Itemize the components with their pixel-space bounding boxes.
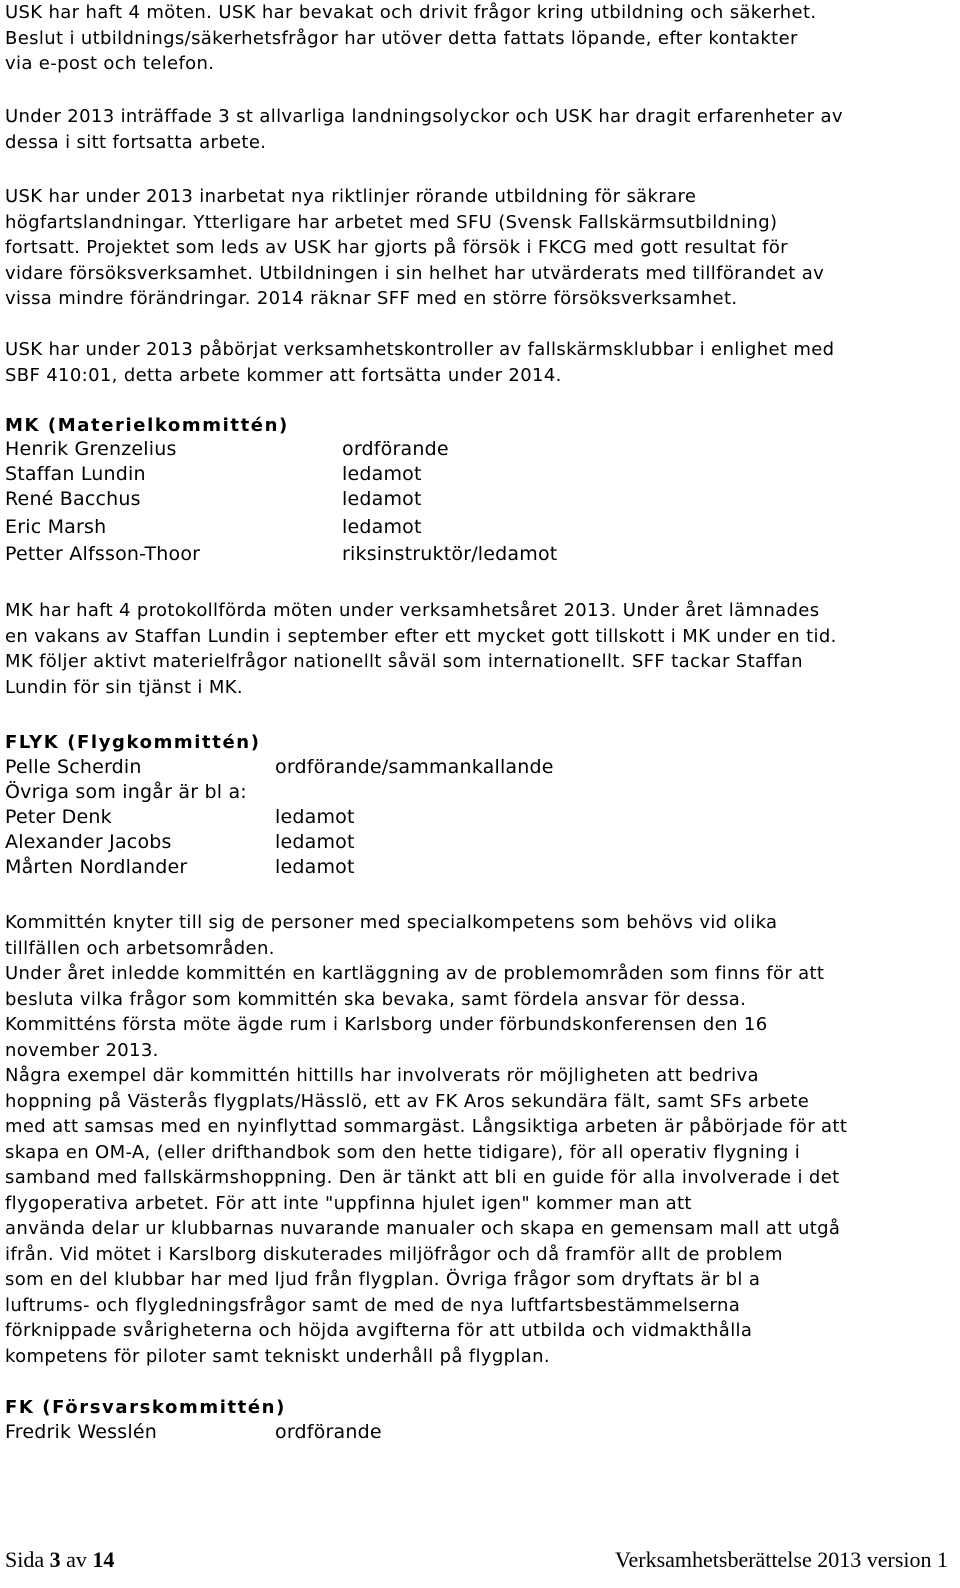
flyk-paragraph: Kommittén knyter till sig de personer med specialkompetens som behövs vid olika tillfällen och arbetsområden. Under året inledde kommittén en kartläggning av de problemområden som finns för att besluta vilka frågor som kommittén ska bevaka, samt fördela ansvar för dessa. Kommitténs första möte ägde rum i Karlsborg under förbundskonferensen den 16 november 2013. Några exempel där kommittén hittills har involverats rör möjligheten att bedriva hoppning på Västerås flygplats/Hässlö, ett av FK Aros sekundära fält, samt SFs arbete med att samsas med en nyinflyttad sommargäst. Långsiktiga arbeten är påbörjade för att skapa en OM-A, (eller drifthandbok som den hette tidigare), för all operativ flygning i samband med fallskärmshoppning. Den är tänkt att bli en guide för alla involverade i det flygoperativa arbetet. För att inte "uppfinna hjulet igen" kommer man att använda delar ur klubbarnas nuvarande manualer och skapa en gemensam mall att utgå ifrån. Vid mötet i Karslborg diskuterades miljöfrågor och då framför allt de problem som en del klubbar har med ljud från flygplan. Övriga frågor som dryftats är bl a luftrums- och flygledningsfrågor samt de med de nya luftfartsbestämmelserna förknippade svårigheterna och höjda avgifterna för att utbilda och vidmakthålla kompetens för piloter samt tekniskt underhåll på flygplan.	[5, 912, 848, 1367]
member-name: Alexander Jacobs	[5, 831, 172, 853]
usk-accidents-paragraph: Under 2013 inträffade 3 st allvarliga landningsolyckor och USK har dragit erfarenheter av dessa i sitt fortsatta arbete.	[5, 106, 843, 153]
member-role: ledamot	[275, 856, 355, 878]
member-name: Pelle Scherdin	[5, 756, 142, 778]
member-name: Peter Denk	[5, 806, 112, 828]
total-pages: 14	[92, 1547, 115, 1572]
mk-paragraph: MK har haft 4 protokollförda möten under verksamhetsåret 2013. Under året lämnades en vakans av Staffan Lundin i september efter ett mycket gott tillskott i MK under en tid. MK följer aktivt materielfrågor nationellt såväl som internationellt. SFF tackar Staffan Lundin för sin tjänst i MK.	[5, 600, 837, 698]
member-role: ordförande	[275, 1421, 382, 1443]
member-name: Fredrik Wesslén	[5, 1421, 157, 1443]
page-footer	[0, 1546, 960, 1586]
member-name: Staffan Lundin	[5, 463, 146, 485]
current-page: 3	[49, 1547, 61, 1572]
member-role: riksinstruktör/ledamot	[342, 543, 558, 565]
mk-heading: MK (Materielkommittén)	[5, 415, 289, 436]
member-role: ledamot	[275, 806, 355, 828]
member-role: ordförande/sammankallande	[275, 756, 554, 778]
member-role: ledamot	[342, 463, 422, 485]
others-label: Övriga som ingår är bl a:	[5, 781, 247, 803]
member-name: Petter Alfsson-Thoor	[5, 543, 201, 565]
usk-controls-paragraph: USK har under 2013 påbörjat verksamhetskontroller av fallskärmsklubbar i enlighet med SBF 410:01, detta arbete kommer att fortsätta under 2014.	[5, 339, 835, 386]
usk-guidelines-paragraph: USK har under 2013 inarbetat nya riktlinjer rörande utbildning för säkrare högfartslandningar. Ytterligare har arbetet med SFU (Svensk Fallskärmsutbildning) fortsatt. Projektet som leds av USK har gjorts på försök i FKCG med gott resultat för vidare försöksverksamhet. Utbildningen i sin helhet har utvärderats med tillförandet av vissa mindre förändringar. 2014 räknar SFF med en större försöksverksamhet.	[5, 186, 825, 309]
page-label: Sida	[5, 1547, 45, 1572]
member-role: ledamot	[342, 488, 422, 510]
member-role: ledamot	[275, 831, 355, 853]
member-role: ledamot	[342, 516, 422, 538]
fk-heading: FK (Försvarskommittén)	[5, 1397, 286, 1418]
member-name: Henrik Grenzelius	[5, 438, 177, 460]
flyk-heading: FLYK (Flygkommittén)	[5, 732, 261, 753]
member-name: Mårten Nordlander	[5, 856, 188, 878]
member-name: Eric Marsh	[5, 516, 107, 538]
member-name: René Bacchus	[5, 488, 141, 510]
page-of: av	[66, 1547, 87, 1572]
page-number	[5, 1546, 114, 1574]
document-title: Verksamhetsberättelse 2013 version 1	[615, 1547, 948, 1572]
usk-meetings-paragraph: USK har haft 4 möten. USK har bevakat och drivit frågor kring utbildning och säkerhet. Beslut i utbildnings/säkerhetsfrågor har utöver detta fattats löpande, efter kontakter via e-post och telefon.	[5, 2, 817, 74]
member-role: ordförande	[342, 438, 449, 460]
